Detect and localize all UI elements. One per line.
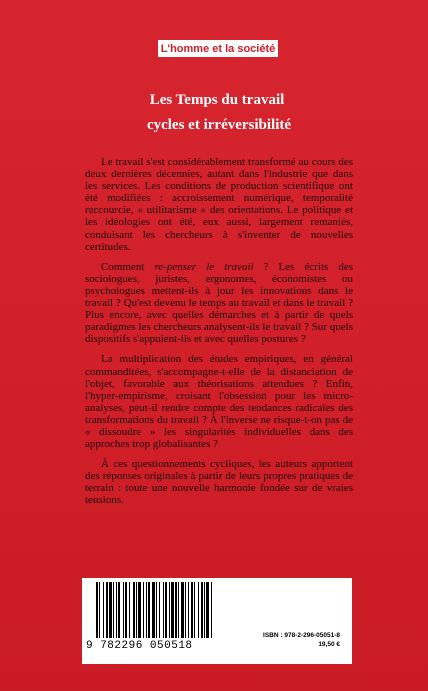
barcode-panel	[82, 578, 352, 664]
blurb-paragraph-4	[85, 458, 353, 506]
title-line-1: Les Temps du travail	[149, 92, 285, 108]
paragraph-emphasis: re-penser le travail	[154, 260, 254, 273]
paragraph-text: À ces questionnements cycliques, les auteurs apportent des réponses originales à partir de leurs propres pratiques de terrain : toute une nouvelle harmonie fondée sur de vraies tensions.	[85, 458, 353, 507]
price: 19,50 €	[318, 641, 340, 648]
barcode-icon	[96, 582, 252, 640]
paragraph-text: La multiplication des études empiriques, en général commanditées, s'accompagne-t-elle de la distanciation de l'objet, favorable aux théorisations attendues ? Enfin, l'hyper-empirisme, croisant l'obsession pour les micro-analyses, peut-il rendre compte des tendances radicales des transformations du travail ? À l'inverse ne risque-t-on pas de « dissoudre » les singularités individuelles dans des approches trop globalisantes ?	[85, 353, 353, 451]
blurb	[85, 156, 353, 515]
collection-label: L'homme et la société	[158, 40, 278, 57]
blurb-paragraph-1	[85, 156, 353, 253]
paragraph-text: Le travail s'est considérablement transformé au cours des deux dernières décennies, autant dans l'industrie que dans les services. Les conditions de production scientifique ont été modifiées : accroissement numérique, temporalité raccourcie, « utilitarisme » des orientations. Le politique et les idéologies ont été, eux aussi, largement remaniés, conduisant les chercheurs à s'inventer de nouvelles certitudes.	[85, 156, 353, 253]
paragraph-text: ? Les écrits des sociologues, juristes, ergonomes, économistes ou psychologues mettent-ils à jour les innovations dans le travail ? Qu'est devenu le temps au travail et dans le travail ? Plus encore, avec quelles démarches et à partir de quels paradigmes les chercheurs analysent-ils le travail ? Sur quels dispositifs s'appuient-ils et avec quelles postures ?	[85, 260, 354, 346]
blurb-paragraph-2	[85, 261, 353, 346]
isbn: ISBN : 978-2-296-05051-8	[263, 632, 340, 639]
blurb-paragraph-3	[85, 353, 353, 450]
book-title	[0, 92, 428, 134]
paragraph-text: Comment	[101, 260, 155, 273]
title-line-2: cycles et irréversibilité	[146, 117, 292, 133]
barcode-digits: 9 782296 050518	[86, 640, 193, 652]
